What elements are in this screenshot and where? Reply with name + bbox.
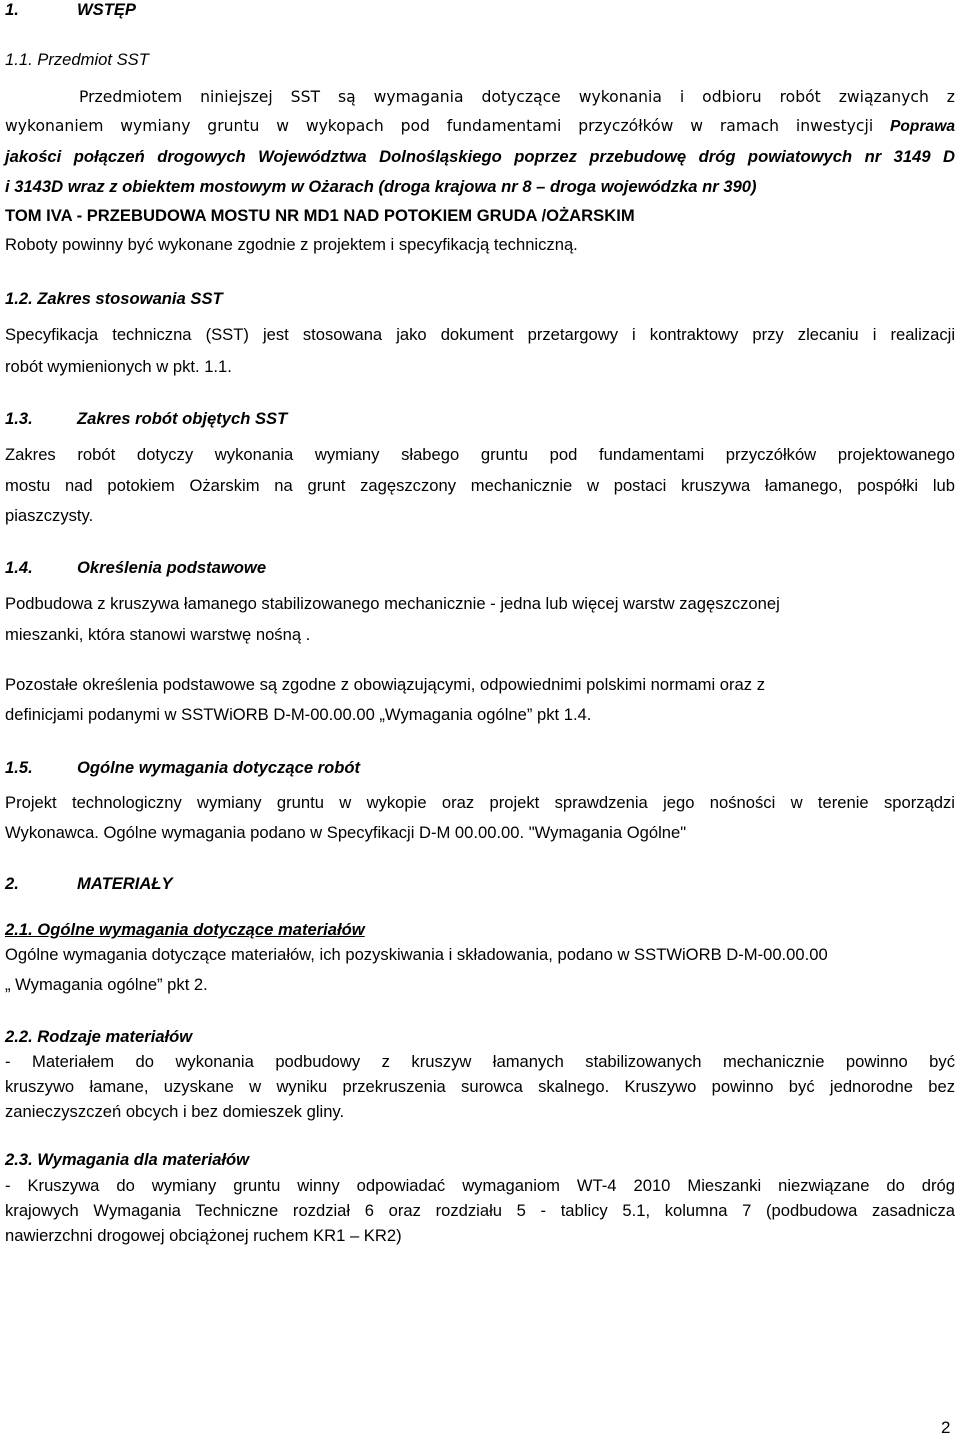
page-number: 2 — [941, 1418, 951, 1437]
heading-2-2: 2.2. Rodzaje materiałów — [5, 1027, 193, 1046]
heading-1-2: 1.2. Zakres stosowania SST — [5, 289, 223, 308]
paragraph-1-5-line-2: Wykonawca. Ogólne wymagania podano w Specyfikacji D-M 00.00.00. "Wymagania Ogólne" — [5, 823, 687, 842]
paragraph-1-2-line-2: robót wymienionych w pkt. 1.1. — [5, 357, 232, 376]
paragraph-2-2-line-2: kruszywo łamane, uzyskane w wyniku przekruszenia surowca skalnego. Kruszywo powinno być jednorodne bez — [5, 1077, 955, 1096]
paragraph-1-1-line-5: TOM IVA - PRZEBUDOWA MOSTU NR MD1 NAD POTOKIEM GRUDA /OŻARSKIM — [5, 206, 635, 225]
paragraph-1-1-line-3: jakości połączeń drogowych Województwa Dolnośląskiego poprzez przebudowę dróg powiatowych nr 3149 D — [5, 147, 955, 166]
heading-1-1: 1.1. Przedmiot SST — [5, 50, 149, 69]
heading-2-1: 2.1. Ogólne wymagania dotyczące materiałów — [5, 920, 365, 939]
paragraph-1-1-line-4: i 3143D wraz z obiektem mostowym w Ożarach (droga krajowa nr 8 – droga wojewódzka nr 390) — [5, 177, 757, 196]
heading-section-1: 1. WSTĘP — [5, 0, 137, 19]
heading-1-5: 1.5. Ogólne wymagania dotyczące robót — [5, 758, 361, 777]
paragraph-1-2-line-1: Specyfikacja techniczna (SST) jest stosowana jako dokument przetargowy i kontraktowy przy zlecaniu i realizacji — [5, 325, 955, 344]
paragraph-2-2-line-3: zanieczyszczeń obcych i bez domieszek gliny. — [5, 1102, 345, 1121]
paragraph-1-3-line-2: mostu nad potokiem Ożarskim na grunt zagęszczony mechanicznie w postaci kruszywa łamanego, pospółki lub — [5, 476, 955, 495]
paragraph-2-3-line-3: nawierzchni drogowej obciążonej ruchem KR1 – KR2) — [5, 1226, 402, 1245]
paragraph-1-4-line-3: Pozostałe określenia podstawowe są zgodne z obowiązującymi, odpowiednimi polskimi normami oraz z — [5, 675, 765, 694]
paragraph-1-4-line-1: Podbudowa z kruszywa łamanego stabilizowanego mechanicznie - jedna lub więcej warstw zagęszczonej — [5, 594, 780, 613]
heading-section-2: 2. MATERIAŁY — [5, 874, 173, 893]
paragraph-2-3-line-2: krajowych Wymagania Techniczne rozdział 6 oraz rozdziału 5 - tablicy 5.1, kolumna 7 (podbudowa zasadnicza — [5, 1201, 955, 1220]
paragraph-2-3-line-1: - Kruszywa do wymiany gruntu winny odpowiadać wymaganiom WT-4 2010 Mieszanki niezwiązane do dróg — [5, 1176, 955, 1195]
paragraph-1-3-line-3: piaszczysty. — [5, 506, 94, 525]
paragraph-1-1-line-1: Przedmiotem niniejszej SST są wymagania dotyczące wykonania i odbioru robót związanych z — [79, 88, 955, 106]
heading-2-3: 2.3. Wymagania dla materiałów — [5, 1150, 250, 1169]
heading-1-3: 1.3. Zakres robót objętych SST — [5, 409, 288, 428]
paragraph-1-1-line-6: Roboty powinny być wykonane zgodnie z projektem i specyfikacją techniczną. — [5, 235, 578, 254]
paragraph-2-2-line-1: - Materiałem do wykonania podbudowy z kruszyw łamanych stabilizowanych mechanicznie powinno być — [5, 1052, 955, 1071]
paragraph-1-3-line-1: Zakres robót dotyczy wykonania wymiany słabego gruntu pod fundamentami przyczółków projektowanego — [5, 445, 955, 464]
heading-1-4: 1.4. Określenia podstawowe — [5, 558, 267, 577]
paragraph-1-5-line-1: Projekt technologiczny wymiany gruntu w wykopie oraz projekt sprawdzenia jego nośności w terenie sporządzi — [5, 793, 955, 812]
paragraph-1-4-line-2: mieszanki, która stanowi warstwę nośną . — [5, 625, 311, 644]
paragraph-1-4-line-4: definicjami podanymi w SSTWiORB D-M-00.00.00 „Wymagania ogólne” pkt 1.4. — [5, 705, 592, 724]
paragraph-2-1-line-2: „ Wymagania ogólne” pkt 2. — [5, 975, 208, 994]
paragraph-2-1-line-1: Ogólne wymagania dotyczące materiałów, ich pozyskiwania i składowania, podano w SSTWiORB D-M-00.00.00 — [5, 945, 828, 964]
paragraph-1-1-line-2: wykonaniem wymiany gruntu w wykopach pod fundamentami przyczółków w ramach inwestycji Poprawa — [5, 117, 955, 135]
